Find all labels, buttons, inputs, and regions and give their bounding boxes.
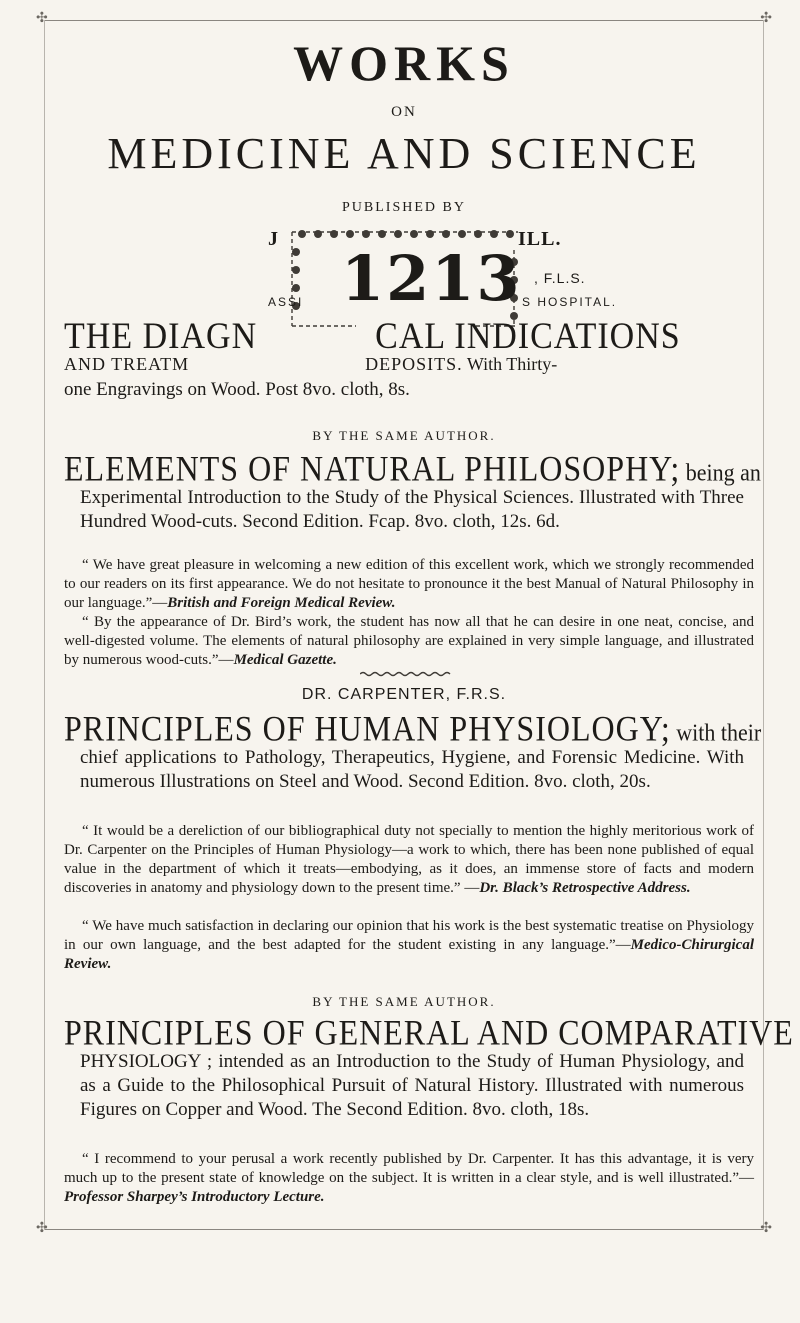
publisher-name-fragment: J xyxy=(268,228,278,250)
review-quote: “ We have great pleasure in welcoming a new edition of this excellent work, which we strongly recommended to our readers on its first appearance. We do not hesitate to pronounce it the best Manual of Natural Philosophy in our language.”—British and Foreign Medical Review. xyxy=(64,557,754,611)
section-title-comparative-physiology: PRINCIPLES OF GENERAL AND COMPARATIVE xyxy=(64,1012,794,1053)
review-source: Professor Sharpey’s Introductory Lecture. xyxy=(64,1189,325,1205)
review-source: Medico-Chirurgical Review. xyxy=(64,937,754,972)
section-description: chief applications to Pathology, Therapeutics, Hygiene, and Forensic Medicine. With numerous Illustrations on Steel and Wood. Second Edition. 8vo. cloth, 20s. xyxy=(80,747,744,792)
author-role-fragment: ASSI xyxy=(268,295,304,309)
corner-ornament-icon: ✣ xyxy=(760,11,772,26)
first-work-title: THE DIAGN CAL INDICATIONS xyxy=(64,316,681,357)
bottom-border xyxy=(44,1229,764,1230)
published-by-label: PUBLISHED BY xyxy=(342,200,466,215)
first-work-subtitle: AND TREATM DEPOSITS. With Thirty- xyxy=(64,354,558,374)
section-description: Experimental Introduction to the Study of the Physical Sciences. Illustrated with Three Hundred Wood-cuts. Second Edition. Fcap. 8vo. cloth, 12s. 6d. xyxy=(80,487,744,532)
review-source: Dr. Black’s Retrospective Address. xyxy=(479,880,691,896)
review-quote: “ It would be a dereliction of our bibliographical duty not specially to mention the highly meritorious work of Dr. Carpenter on the Principles of Human Physiology—a work to which, there has been none published of equal value in the department of which it treats—embodying, as it does, an immense store of facts and modern discoveries in anatomy and physiology down to the present time.” —Dr. Black’s Retrospective Address. xyxy=(64,823,754,896)
corner-ornament-icon: ✣ xyxy=(36,11,48,26)
by-same-author-label: BY THE SAME AUTHOR. xyxy=(312,428,496,443)
author-hospital-fragment: S HOSPITAL. xyxy=(522,295,618,309)
stamp-number: 1213 xyxy=(341,242,522,315)
review-quote: “ We have much satisfaction in declaring our opinion that his work is the best systematic treatise on Physiology in our own language, and the best adapted for the student existing in any language.”—Medico-Chirurgical Review. xyxy=(64,918,754,972)
corner-ornament-icon: ✣ xyxy=(760,1221,772,1236)
publisher-name-fragment-end: ILL. xyxy=(518,228,562,250)
section-description: PHYSIOLOGY ; intended as an Introduction to the Study of Human Physiology, and as a Guide to the Philosophical Pursuit of Natural History. Illustrated with numerous Figures on Copper and Wood. The Second Edition. 8vo. cloth, 18s. xyxy=(80,1051,744,1120)
page-subtitle: MEDICINE AND SCIENCE xyxy=(107,129,701,178)
review-source: British and Foreign Medical Review. xyxy=(167,595,396,611)
by-same-author-label: BY THE SAME AUTHOR. xyxy=(312,994,496,1009)
review-quote: “ I recommend to your perusal a work recently published by Dr. Carpenter. It has this advantage, it is very much up to the present state of knowledge on the subject. It is written in a clear style, and is well illustrated.”—Professor Sharpey’s Introductory Lecture. xyxy=(64,1151,754,1205)
corner-ornament-icon: ✣ xyxy=(36,1221,48,1236)
page-title: WORKS xyxy=(293,35,515,91)
author-heading: DR. CARPENTER, F.R.S. xyxy=(301,686,507,703)
first-work-details: one Engravings on Wood. Post 8vo. cloth, 8s. xyxy=(64,379,410,400)
review-quote: “ By the appearance of Dr. Bird’s work, the student has now all that he can desire in one neat, concise, and well-digested volume. The elements of natural philosophy are explained in very simple language, and illustrated by numerous wood-cuts.”—Medical Gazette. xyxy=(64,614,754,668)
title-connector: ON xyxy=(391,104,417,120)
author-credential: , F.L.S. xyxy=(534,270,586,286)
wavy-divider-icon xyxy=(360,671,452,677)
section-title-natural-philosophy: ELEMENTS OF NATURAL PHILOSOPHY; being an xyxy=(64,448,761,489)
review-source: Medical Gazette. xyxy=(233,652,337,668)
section-title-human-physiology: PRINCIPLES OF HUMAN PHYSIOLOGY; with their xyxy=(64,708,762,749)
top-border xyxy=(44,20,764,21)
left-border xyxy=(44,20,45,1230)
